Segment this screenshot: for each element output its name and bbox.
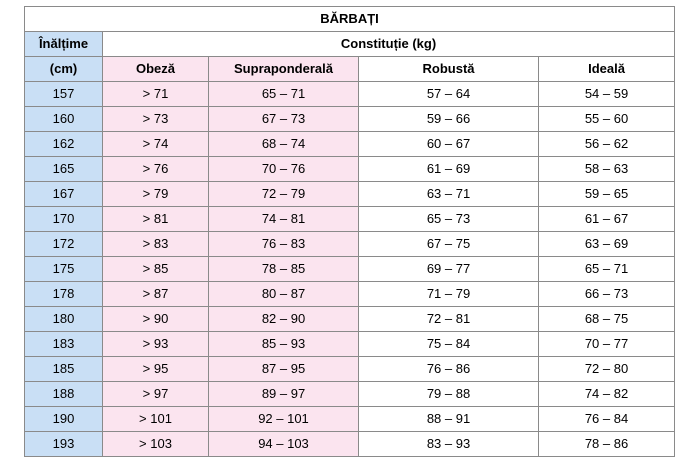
supraponderala-cell: 80 – 87 [209,282,359,307]
group-header-row [25,32,675,57]
robusta-cell: 65 – 73 [359,207,539,232]
robusta-cell: 72 – 81 [359,307,539,332]
ideala-cell: 68 – 75 [539,307,675,332]
table-row [25,232,675,257]
height-cell: 175 [25,257,103,282]
table-row [25,82,675,107]
supraponderala-cell: 89 – 97 [209,382,359,407]
ideala-cell: 78 – 86 [539,432,675,457]
supraponderala-cell: 65 – 71 [209,82,359,107]
robusta-cell: 67 – 75 [359,232,539,257]
supraponderala-cell: 74 – 81 [209,207,359,232]
obeza-cell: > 103 [103,432,209,457]
supraponderala-cell: 70 – 76 [209,157,359,182]
obeza-cell: > 95 [103,357,209,382]
height-header-top: Înălțime [25,32,103,57]
robusta-cell: 88 – 91 [359,407,539,432]
height-cell: 178 [25,282,103,307]
supraponderala-cell: 82 – 90 [209,307,359,332]
height-cell: 167 [25,182,103,207]
height-cell: 160 [25,107,103,132]
ideala-cell: 61 – 67 [539,207,675,232]
supraponderala-cell: 87 – 95 [209,357,359,382]
obeza-cell: > 83 [103,232,209,257]
supraponderala-cell: 67 – 73 [209,107,359,132]
ideala-cell: 74 – 82 [539,382,675,407]
obeza-cell: > 101 [103,407,209,432]
column-header-row [25,57,675,82]
supraponderala-cell: 72 – 79 [209,182,359,207]
robusta-cell: 71 – 79 [359,282,539,307]
supraponderala-cell: 85 – 93 [209,332,359,357]
obeza-cell: > 87 [103,282,209,307]
height-cell: 165 [25,157,103,182]
table-title: BĂRBAȚI [25,7,675,32]
robusta-cell: 75 – 84 [359,332,539,357]
table-row [25,282,675,307]
ideala-cell: 66 – 73 [539,282,675,307]
ideala-cell: 59 – 65 [539,182,675,207]
robusta-cell: 59 – 66 [359,107,539,132]
robusta-cell: 79 – 88 [359,382,539,407]
robusta-cell: 63 – 71 [359,182,539,207]
robusta-cell: 76 – 86 [359,357,539,382]
constitution-header: Constituție (kg) [103,32,675,57]
obeza-cell: > 85 [103,257,209,282]
table-row [25,107,675,132]
weight-table [24,6,675,457]
ideala-cell: 70 – 77 [539,332,675,357]
height-cell: 188 [25,382,103,407]
obeza-cell: > 93 [103,332,209,357]
robusta-cell: 83 – 93 [359,432,539,457]
height-cell: 180 [25,307,103,332]
obeza-cell: > 73 [103,107,209,132]
table-row [25,132,675,157]
obeza-cell: > 74 [103,132,209,157]
height-cell: 183 [25,332,103,357]
robusta-cell: 60 – 67 [359,132,539,157]
obeza-cell: > 79 [103,182,209,207]
ideala-cell: 72 – 80 [539,357,675,382]
height-cell: 162 [25,132,103,157]
supraponderala-cell: 78 – 85 [209,257,359,282]
table-row [25,407,675,432]
ideala-cell: 63 – 69 [539,232,675,257]
ideala-cell: 58 – 63 [539,157,675,182]
ideala-cell: 54 – 59 [539,82,675,107]
title-row [25,7,675,32]
table-row [25,357,675,382]
column-header-obeza: Obeză [103,57,209,82]
height-cell: 193 [25,432,103,457]
table-row [25,307,675,332]
ideala-cell: 55 – 60 [539,107,675,132]
table-row [25,382,675,407]
height-cell: 190 [25,407,103,432]
robusta-cell: 69 – 77 [359,257,539,282]
table-row [25,157,675,182]
height-header-unit: (cm) [25,57,103,82]
supraponderala-cell: 68 – 74 [209,132,359,157]
table-row [25,257,675,282]
obeza-cell: > 71 [103,82,209,107]
supraponderala-cell: 94 – 103 [209,432,359,457]
height-cell: 172 [25,232,103,257]
column-header-robusta: Robustă [359,57,539,82]
table-row [25,207,675,232]
obeza-cell: > 81 [103,207,209,232]
table-row [25,432,675,457]
height-cell: 157 [25,82,103,107]
obeza-cell: > 90 [103,307,209,332]
height-cell: 185 [25,357,103,382]
ideala-cell: 76 – 84 [539,407,675,432]
column-header-ideala: Ideală [539,57,675,82]
table-row [25,332,675,357]
obeza-cell: > 76 [103,157,209,182]
height-cell: 170 [25,207,103,232]
ideala-cell: 65 – 71 [539,257,675,282]
weight-table-container [24,6,674,457]
supraponderala-cell: 76 – 83 [209,232,359,257]
robusta-cell: 61 – 69 [359,157,539,182]
robusta-cell: 57 – 64 [359,82,539,107]
table-body [25,82,675,457]
column-header-supraponderala: Supraponderală [209,57,359,82]
table-row [25,182,675,207]
obeza-cell: > 97 [103,382,209,407]
ideala-cell: 56 – 62 [539,132,675,157]
supraponderala-cell: 92 – 101 [209,407,359,432]
